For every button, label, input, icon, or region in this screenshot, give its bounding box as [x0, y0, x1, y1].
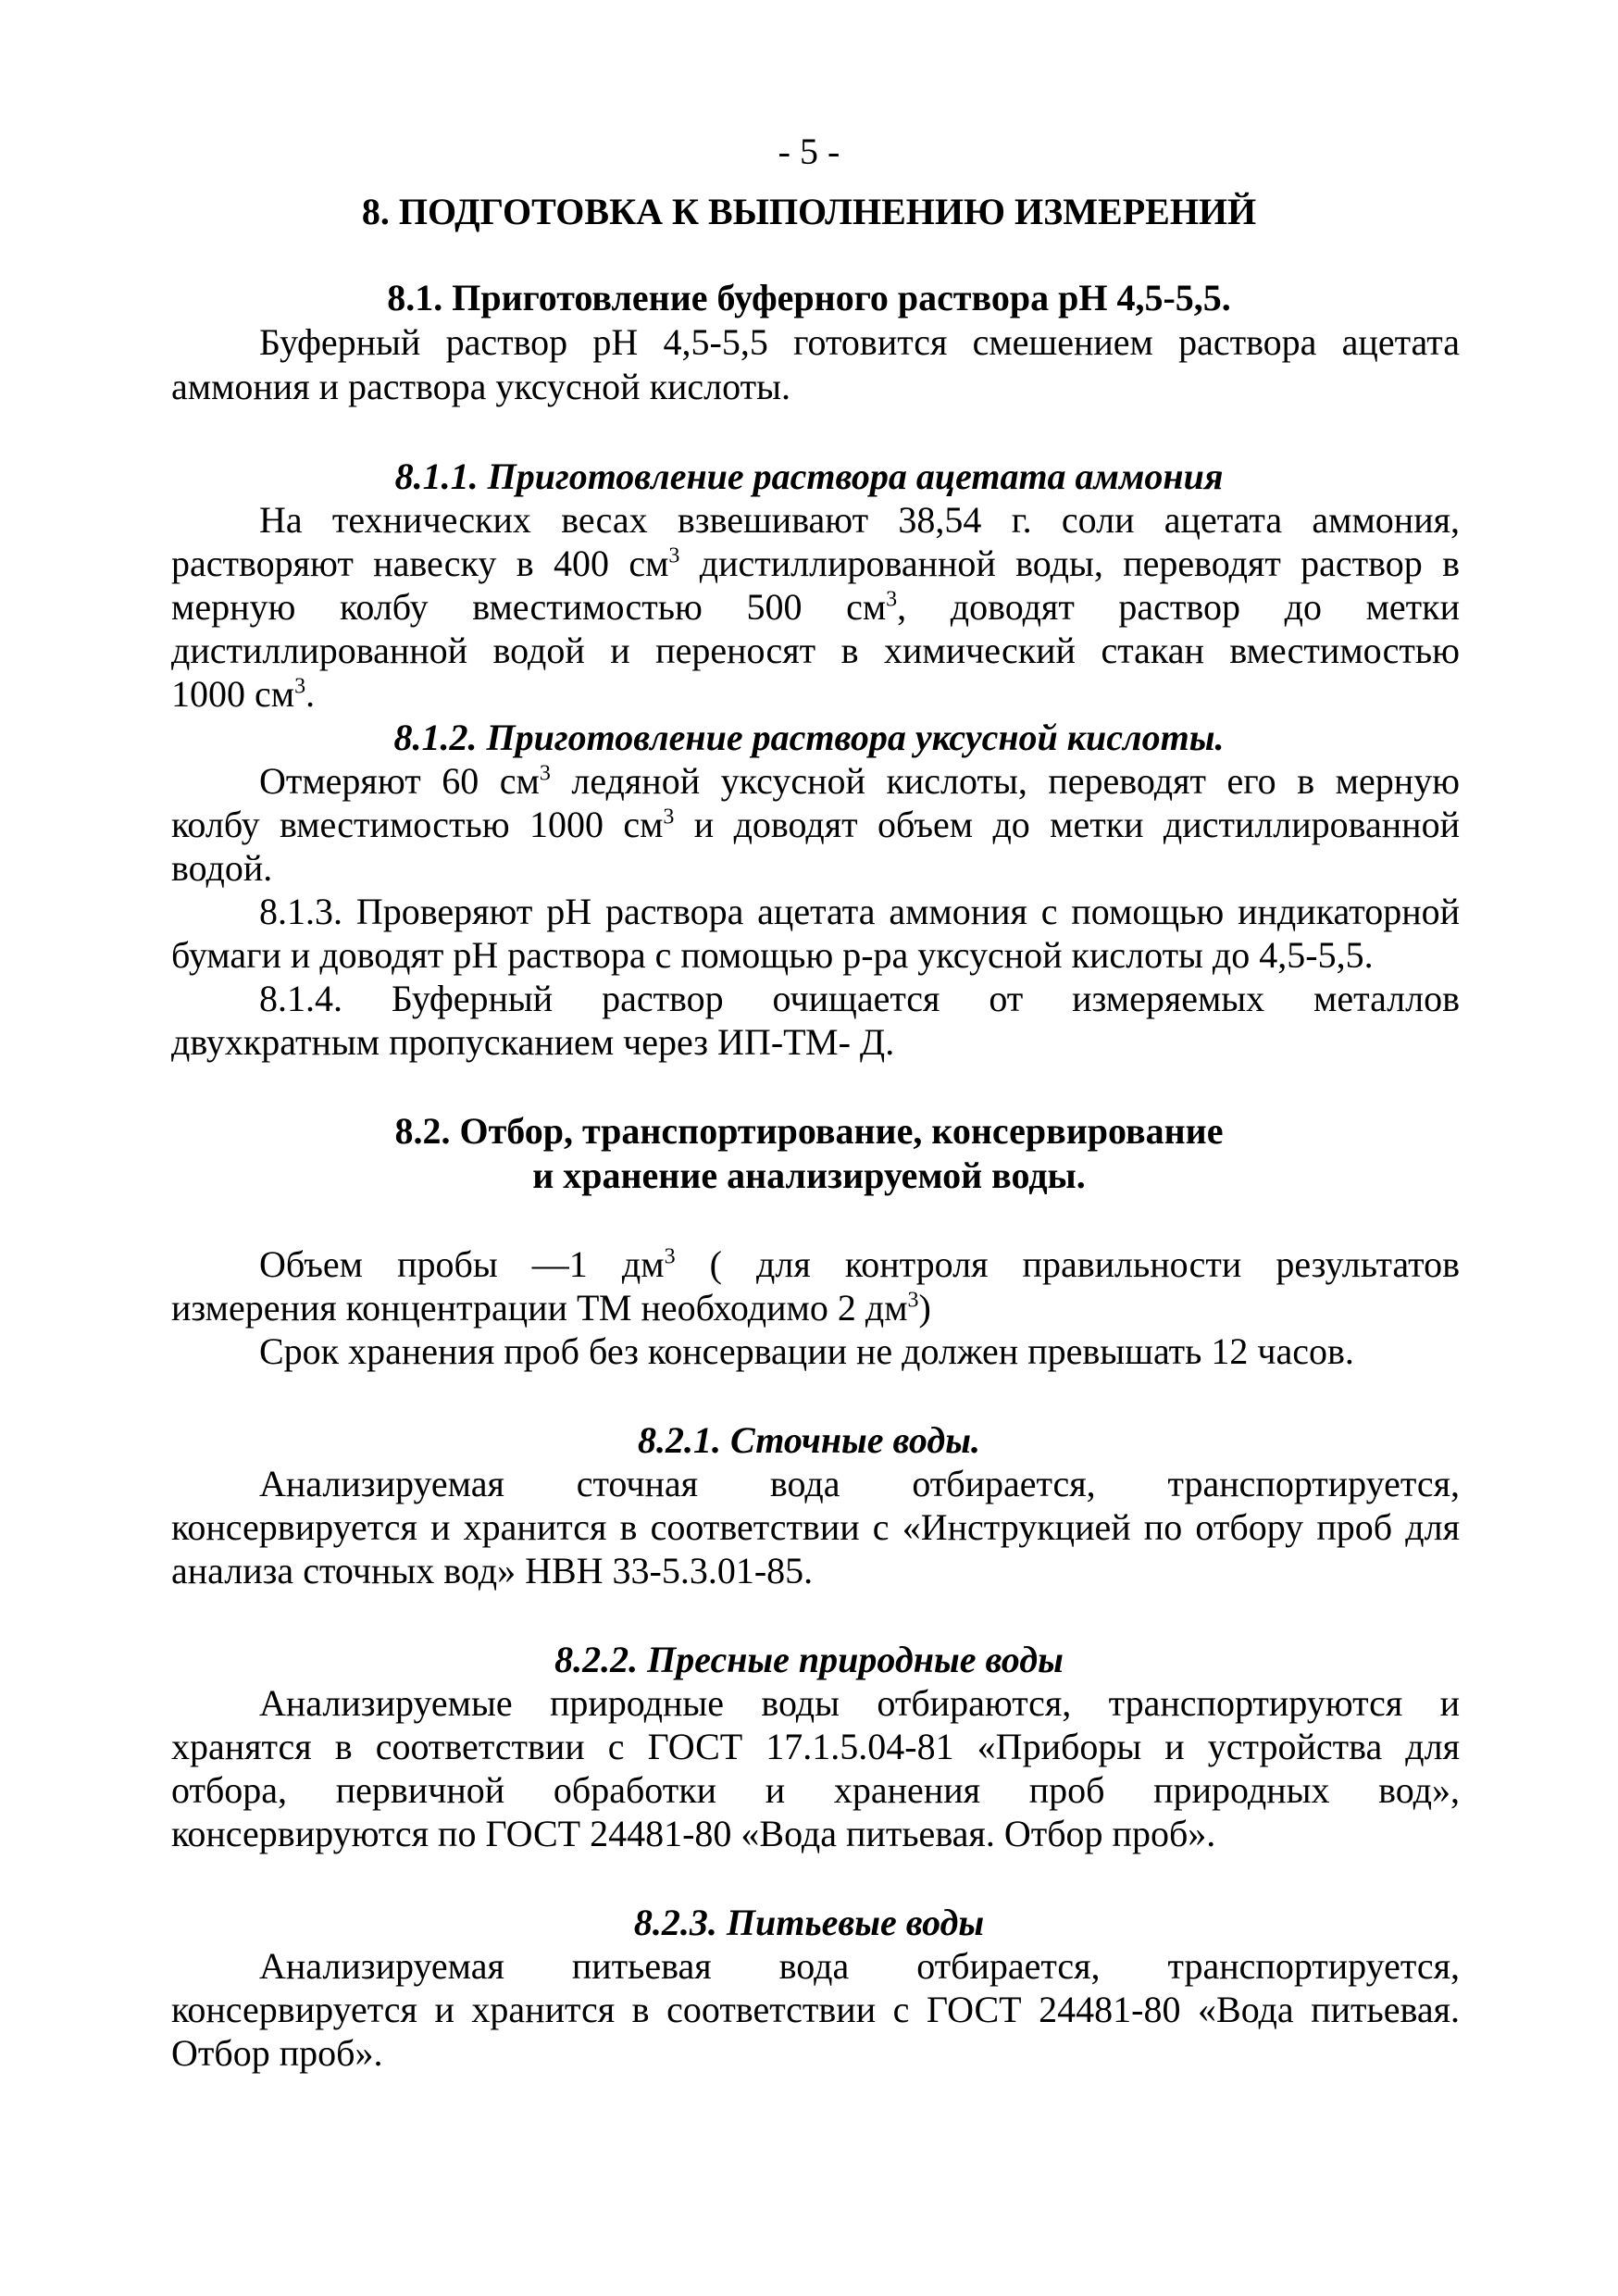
- paragraph-line: [171, 803, 1460, 847]
- superscript: 3: [664, 1244, 676, 1269]
- paragraph-line: [171, 542, 1460, 586]
- paragraph-line: анализа сточных вод» НВН 33-5.3.01-85.: [171, 1550, 814, 1591]
- heading-8-2-line-2: и хранение анализируемой воды.: [532, 1154, 1086, 1196]
- heading-8-2: 8.2. Отбор, транспортирование, консервирование: [394, 1110, 1224, 1152]
- superscript: 3: [886, 587, 898, 612]
- heading-8-2-2: 8.2.2. Пресные природные воды: [554, 1639, 1064, 1680]
- paragraph-line: Отбор проб».: [171, 2032, 383, 2074]
- text-fragment: ледяной уксусной кислоты, переводят его в мерную: [550, 760, 1461, 802]
- text-fragment: .: [305, 673, 316, 715]
- paragraph-line: бумаги и доводят рН раствора с помощью р-ра уксусной кислоты до 4,5-5,5.: [171, 934, 1374, 976]
- paragraph-line: консервируется и хранится в соответствии с «Инструкцией по отбору проб для: [171, 1506, 1460, 1548]
- text-fragment: мерную колбу вместимостью 500 см: [171, 586, 887, 628]
- paragraph-line: [171, 1286, 1460, 1330]
- superscript: 3: [663, 805, 675, 830]
- paragraph-line: На технических весах взвешивают 38,54 г. соли ацетата аммония,: [259, 499, 1460, 541]
- paragraph-line: [171, 585, 1460, 630]
- text-fragment: дистиллированной воды, переводят раствор в: [679, 543, 1460, 584]
- paragraph-line: хранятся в соответствии с ГОСТ 17.1.5.04-81 «Приборы и устройства для: [171, 1726, 1460, 1767]
- text-fragment: ): [918, 1287, 931, 1329]
- superscript: 3: [907, 1288, 919, 1313]
- text-fragment: , доводят раствор до метки: [897, 586, 1460, 628]
- page-number: - 5 -: [778, 131, 840, 172]
- text-fragment: Объем пробы —1 дм: [259, 1243, 665, 1285]
- paragraph-line: [259, 1242, 1460, 1287]
- section-title: 8. ПОДГОТОВКА К ВЫПОЛНЕНИЮ ИЗМЕРЕНИЙ: [361, 191, 1257, 232]
- heading-8-1: 8.1. Приготовление буферного раствора рН 4,5-5,5.: [387, 277, 1231, 318]
- paragraph-line: консервируется и хранится в соответствии с ГОСТ 24481-80 «Вода питьевая.: [171, 1989, 1460, 2030]
- text-fragment: Отмеряют 60 см: [259, 760, 540, 802]
- paragraph-line: двухкратным пропусканием через ИП-ТМ- Д.: [171, 1021, 895, 1063]
- text-fragment: ( для контроля правильности результатов: [675, 1243, 1460, 1285]
- paragraph-line: Буферный раствор рН 4,5-5,5 готовится смешением раствора ацетата: [259, 321, 1460, 363]
- text-fragment: и доводят объем до метки дистиллированной: [674, 804, 1460, 845]
- heading-8-2-3: 8.2.3. Питьевые воды: [633, 1902, 985, 1943]
- text-fragment: растворяют навеску в 400 см: [171, 543, 669, 584]
- heading-8-2-1: 8.2.1. Сточные воды.: [638, 1419, 980, 1461]
- paragraph-line: отбора, первичной обработки и хранения проб природных вод»,: [171, 1769, 1460, 1811]
- heading-8-1-1: 8.1.1. Приготовление раствора ацетата аммония: [394, 455, 1224, 497]
- paragraph-line: [259, 759, 1460, 804]
- paragraph-line: аммония и раствора уксусной кислоты.: [171, 366, 790, 407]
- paragraph-line: Анализируемые природные воды отбираются, транспортируются и: [259, 1682, 1460, 1724]
- paragraph-line: консервируются по ГОСТ 24481-80 «Вода питьевая. Отбор проб».: [171, 1813, 1216, 1854]
- paragraph-line: 8.1.3. Проверяют рН раствора ацетата аммония с помощью индикаторной: [259, 891, 1460, 932]
- paragraph-line: 8.1.4. Буферный раствор очищается от измеряемых металлов: [259, 978, 1460, 1019]
- superscript: 3: [539, 761, 551, 786]
- paragraph-line: дистиллированной водой и переносят в химический стакан вместимостью: [171, 630, 1460, 671]
- paragraph-line: Анализируемая питьевая вода отбирается, транспортируется,: [259, 1945, 1460, 1987]
- paragraph-line: [171, 672, 1460, 717]
- paragraph-line: Анализируемая сточная вода отбирается, транспортируется,: [259, 1463, 1460, 1504]
- paragraph-line: Срок хранения проб без консервации не должен превышать 12 часов.: [259, 1330, 1354, 1372]
- text-fragment: 1000 см: [171, 673, 295, 715]
- superscript: 3: [294, 674, 306, 699]
- text-fragment: измерения концентрации ТМ необходимо 2 дм: [171, 1287, 908, 1329]
- superscript: 3: [668, 543, 680, 568]
- text-fragment: колбу вместимостью 1000 см: [171, 804, 664, 845]
- heading-8-1-2: 8.1.2. Приготовление раствора уксусной кислоты.: [393, 717, 1225, 758]
- paragraph-line: водой.: [171, 847, 273, 889]
